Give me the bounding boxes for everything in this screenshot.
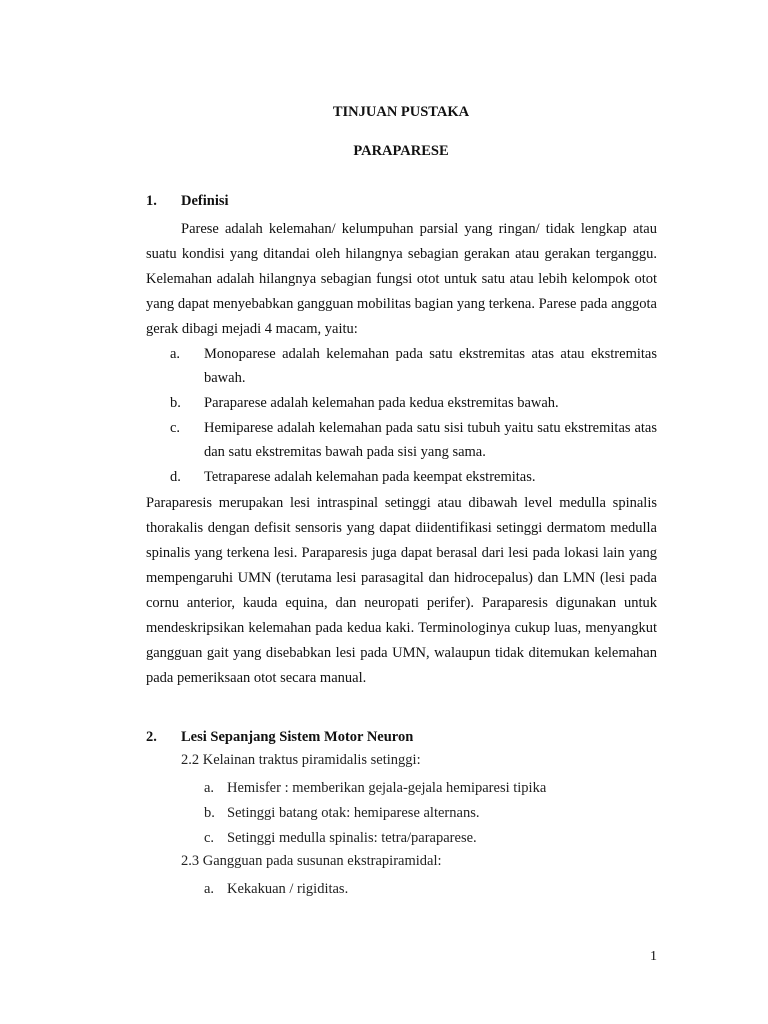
list-item-text: Hemiparese adalah kelemahan pada satu sisi tubuh yaitu satu ekstremitas atas dan satu ekstremitas bawah pada sisi yang sama. <box>204 420 657 460</box>
subsection-2-3-list <box>181 877 348 902</box>
section-1-title: Definisi <box>181 193 229 209</box>
list-marker: b. <box>204 805 215 821</box>
paraparesis-paragraph: Paraparesis merupakan lesi intraspinal setinggi atau dibawah level medulla spinalis thorakalis dengan defisit sensoris yang dapat diidentifikasi setinggi dermatom medulla spinalis yang terkena lesi. Paraparesis juga dapat berasal dari lesi pada lokasi lain yang mempengaruhi UMN (terutama lesi parasagital dan hidrocepalus) dan LMN (lesi pada cornu anterior, kauda equina, dan neuropati perifer). Paraparesis digunakan untuk mendeskripsikan kelemahan pada kedua kaki. Terminologinya cukup luas, menyangkut gangguan gait yang disebabkan lesi pada UMN, walaupun tidak ditemukan kelemahan pada pemeriksaan otot secara manual. <box>146 495 657 686</box>
list-marker: c. <box>204 830 215 846</box>
list-marker: d. <box>170 469 181 485</box>
list-item <box>146 391 657 415</box>
list-item <box>146 416 657 464</box>
section-2-heading <box>146 729 413 746</box>
section-2-number: 2. <box>146 729 157 745</box>
list-item <box>146 342 657 390</box>
subsection-2-2-list <box>181 776 546 851</box>
list-item-text: Tetraparese adalah kelemahan pada keempat ekstremitas. <box>204 469 536 485</box>
page-number: 1 <box>650 949 657 964</box>
section-1-number: 1. <box>146 193 157 209</box>
list-item <box>181 776 546 801</box>
subsection-2-3-label: 2.3 Gangguan pada susunan ekstrapiramidal: <box>181 853 442 869</box>
section-1-heading <box>146 193 229 210</box>
list-marker: a. <box>204 881 215 897</box>
list-marker: c. <box>170 420 181 436</box>
list-item-text: Setinggi medulla spinalis: tetra/paraparese. <box>227 830 477 846</box>
section-2-title: Lesi Sepanjang Sistem Motor Neuron <box>181 729 414 745</box>
list-item-text: Hemisfer : memberikan gejala-gejala hemiparesi tipika <box>227 780 547 796</box>
list-marker: a. <box>204 780 215 796</box>
section-1-intro: Parese adalah kelemahan/ kelumpuhan parsial yang ringan/ tidak lengkap atau suatu kondisi yang ditandai oleh hilangnya sebagian gerakan atau gerakan terganggu. Kelemahan adalah hilangnya sebagian fungsi otot untuk satu atau lebih kelompok otot yang dapat menyebabkan gangguan mobilitas bagian yang terkena. Parese pada anggota gerak dibagi mejadi 4 macam, yaitu: <box>146 221 657 337</box>
parese-types-list <box>146 342 657 490</box>
list-item-text: Monoparese adalah kelemahan pada satu ekstremitas atas atau ekstremitas bawah. <box>204 346 657 386</box>
document-title: TINJUAN PUSTAKA <box>332 104 470 120</box>
list-item <box>181 877 348 902</box>
subsection-2-2-label: 2.2 Kelainan traktus piramidalis setinggi: <box>181 752 421 768</box>
list-item-text: Setinggi batang otak: hemiparese alternans. <box>227 805 480 821</box>
list-marker: a. <box>170 346 181 362</box>
list-marker: b. <box>170 395 181 411</box>
document-subtitle: PARAPARESE <box>353 143 449 159</box>
list-item <box>181 801 546 826</box>
list-item-text: Kekakuan / rigiditas. <box>227 881 349 897</box>
list-item <box>146 465 657 489</box>
list-item-text: Paraparese adalah kelemahan pada kedua ekstremitas bawah. <box>204 395 559 411</box>
list-item <box>181 826 546 851</box>
